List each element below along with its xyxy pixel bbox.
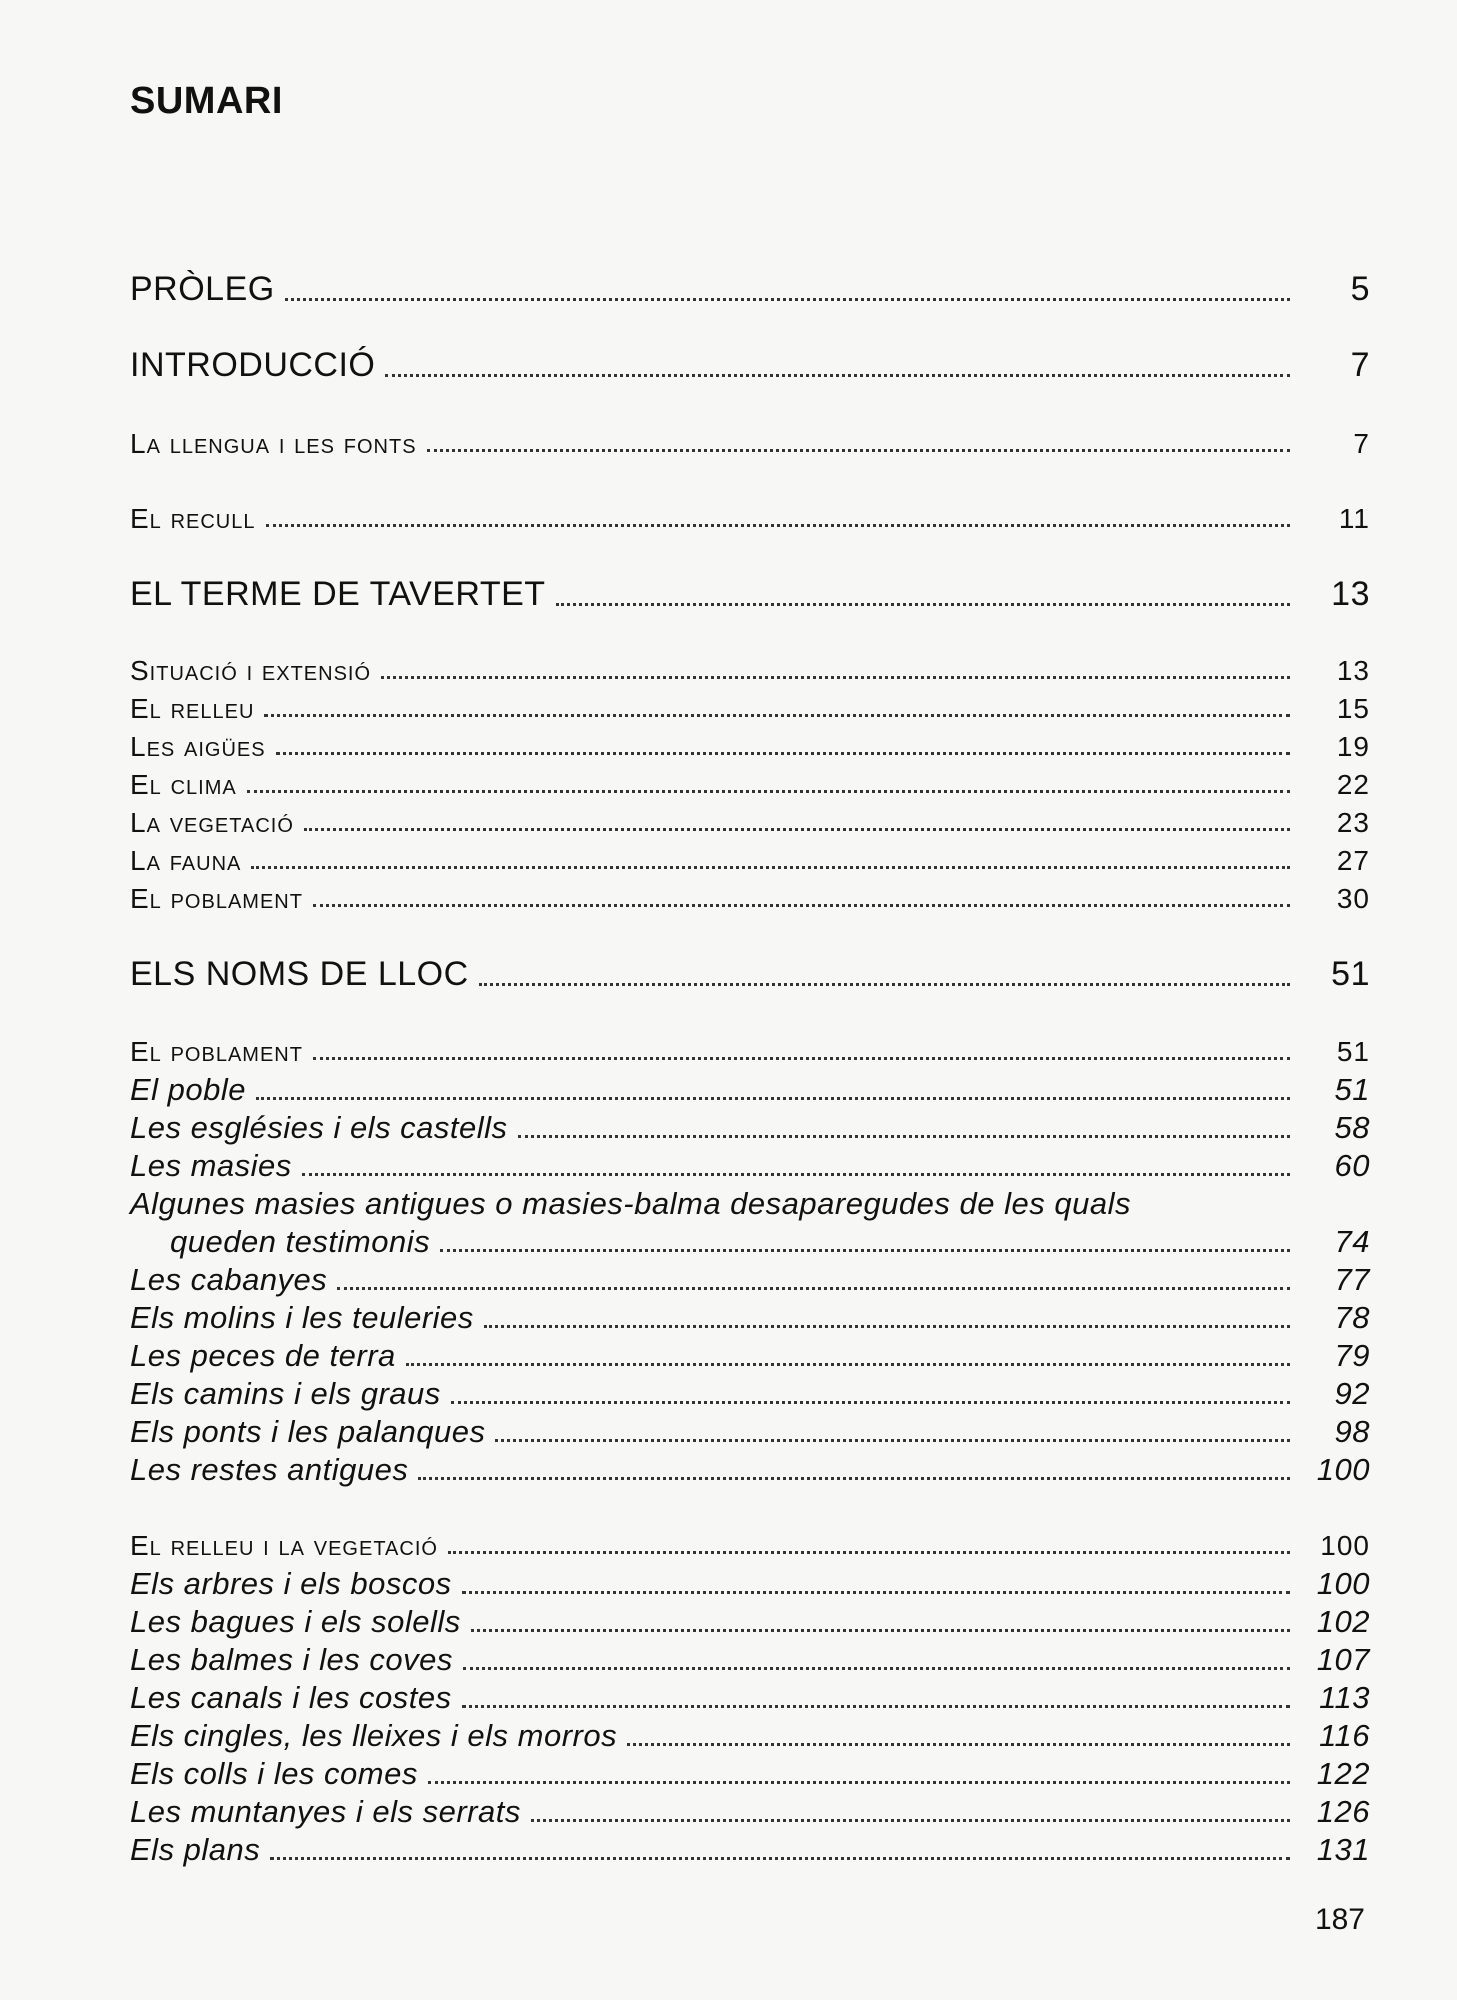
toc-entry: Els arbres i els boscos 100: [130, 1566, 1370, 1601]
toc-entry: Els colls i les comes 122: [130, 1756, 1370, 1791]
toc-entry: Els molins i les teuleries 78: [130, 1300, 1370, 1335]
toc-entry: La vegetació 23: [130, 807, 1370, 838]
toc-entry: Les esglésies i els castells 58: [130, 1110, 1370, 1145]
toc-entry: queden testimonis 74: [170, 1224, 1370, 1259]
toc-entry: Les peces de terra 79: [130, 1338, 1370, 1373]
toc-entry: El clima 22: [130, 769, 1370, 800]
toc-entry: El poblament 30: [130, 883, 1370, 914]
toc-entry: La fauna 27: [130, 845, 1370, 876]
toc-entry: Els cingles, les lleixes i els morros 116: [130, 1718, 1370, 1753]
toc-entry: El recull 11: [130, 503, 1370, 534]
toc-entry: INTRODUCCIÓ 7: [130, 346, 1370, 384]
toc-entry: Les balmes i les coves 107: [130, 1642, 1370, 1677]
toc-entry: EL TERME DE TAVERTET 13: [130, 575, 1370, 613]
toc-entry: Els camins i els graus 92: [130, 1376, 1370, 1411]
toc-title: SUMARI: [130, 80, 283, 122]
toc-entry: ELS NOMS DE LLOC 51: [130, 955, 1370, 993]
toc-entry: El relleu i la vegetació 100: [130, 1530, 1370, 1561]
toc-entry: Les canals i les costes 113: [130, 1680, 1370, 1715]
toc-entry: El poblament 51: [130, 1036, 1370, 1067]
toc-entry-wrapped-line: Algunes masies antigues o masies-balma desaparegudes de les quals: [130, 1186, 1131, 1221]
toc-entry: Les restes antigues 100: [130, 1452, 1370, 1487]
toc-entry: Les masies 60: [130, 1148, 1370, 1183]
toc-entry: El poble 51: [130, 1072, 1370, 1107]
toc-entry: Les muntanyes i els serrats 126: [130, 1794, 1370, 1829]
toc-entry: Els ponts i les palanques 98: [130, 1414, 1370, 1449]
page-number: 187: [1314, 1903, 1365, 1936]
toc-entry: PRÒLEG 5: [130, 270, 1370, 308]
toc-entry: Els plans 131: [130, 1832, 1370, 1867]
toc-entry: El relleu 15: [130, 693, 1370, 724]
toc-entry: La llengua i les fonts 7: [130, 428, 1370, 459]
toc-entry: Les bagues i els solells 102: [130, 1604, 1370, 1639]
toc-entry: Situació i extensió 13: [130, 655, 1370, 686]
toc-entry: Les aigües 19: [130, 731, 1370, 762]
toc-entry: Les cabanyes 77: [130, 1262, 1370, 1297]
